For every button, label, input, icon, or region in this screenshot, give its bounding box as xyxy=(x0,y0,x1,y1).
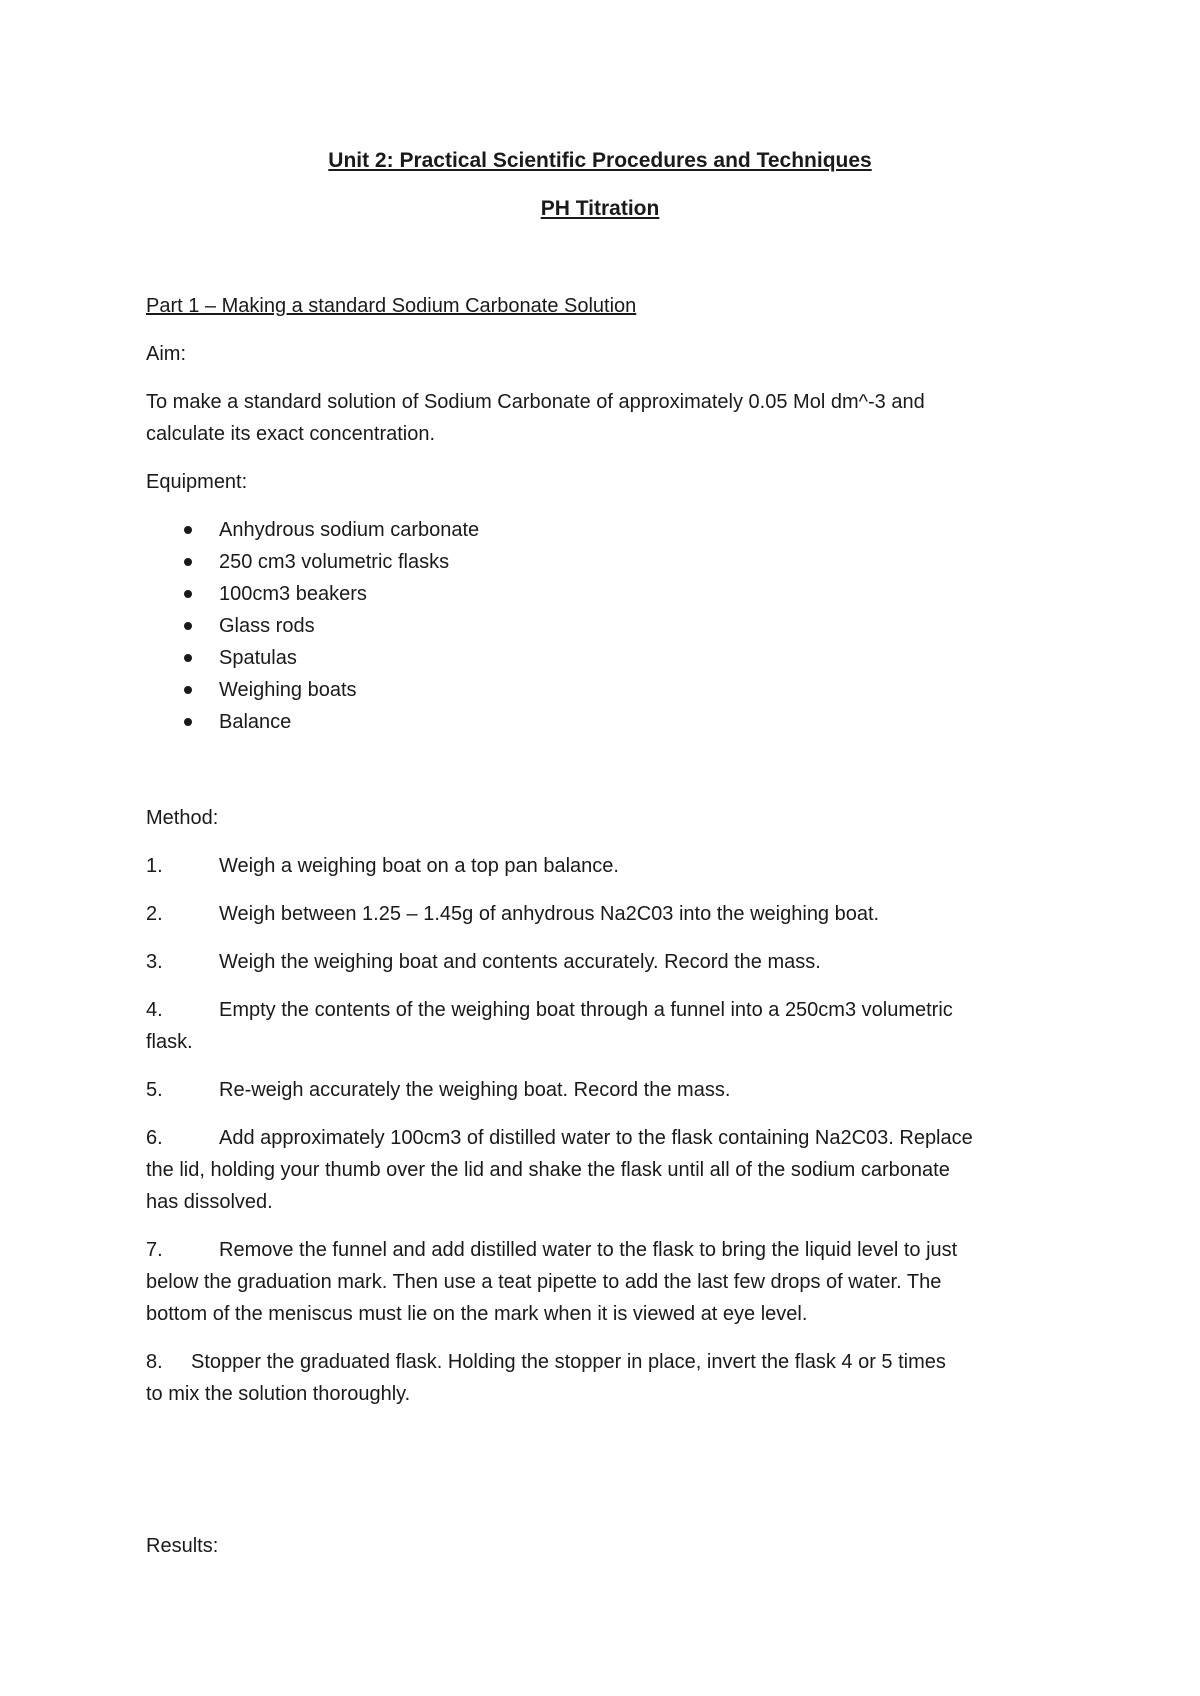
step-text: Weigh between 1.25 – 1.45g of anhydrous Na2C03 into the weighing boat. xyxy=(219,903,880,925)
step-text: Stopper the graduated flask. Holding the stopper in place, invert the flask 4 or 5 times xyxy=(191,1351,946,1373)
equipment-item: Spatulas xyxy=(219,647,297,669)
step-text: Empty the contents of the weighing boat through a funnel into a 250cm3 volumetric xyxy=(219,999,953,1021)
equipment-item: 100cm3 beakers xyxy=(219,583,367,605)
step-number: 7. xyxy=(146,1239,163,1261)
method-label: Method: xyxy=(146,807,219,829)
step-number: 4. xyxy=(146,999,163,1021)
bullet-icon xyxy=(184,622,192,630)
bullet-icon xyxy=(184,686,192,694)
aim-text-line: To make a standard solution of Sodium Carbonate of approximately 0.05 Mol dm^-3 and xyxy=(146,391,925,413)
aim-label: Aim: xyxy=(146,343,186,365)
equipment-item: Balance xyxy=(219,711,292,733)
step-text-continued: below the graduation mark. Then use a teat pipette to add the last few drops of water. The xyxy=(146,1271,942,1293)
step-number: 6. xyxy=(146,1127,163,1149)
bullet-icon xyxy=(184,590,192,598)
step-text-continued: to mix the solution thoroughly. xyxy=(146,1383,411,1405)
step-text: Weigh a weighing boat on a top pan balance. xyxy=(219,855,619,877)
step-text-continued: flask. xyxy=(146,1031,193,1053)
aim-text-line: calculate its exact concentration. xyxy=(146,423,436,445)
step-text-continued: has dissolved. xyxy=(146,1191,273,1213)
step-text-continued: bottom of the meniscus must lie on the mark when it is viewed at eye level. xyxy=(146,1303,808,1325)
step-number: 1. xyxy=(146,855,163,877)
equipment-item: Weighing boats xyxy=(219,679,357,701)
results-label: Results: xyxy=(146,1535,219,1557)
equipment-item: Anhydrous sodium carbonate xyxy=(219,519,480,541)
equipment-label: Equipment: xyxy=(146,471,248,493)
bullet-icon xyxy=(184,718,192,726)
step-text: Remove the funnel and add distilled water to the flask to bring the liquid level to just xyxy=(219,1239,958,1261)
equipment-item: Glass rods xyxy=(219,615,315,637)
step-number: 2. xyxy=(146,903,163,925)
bullet-icon xyxy=(184,558,192,566)
step-text-continued: the lid, holding your thumb over the lid and shake the flask until all of the sodium carbonate xyxy=(146,1159,950,1181)
step-text: Re-weigh accurately the weighing boat. Record the mass. xyxy=(219,1079,731,1101)
step-number: 3. xyxy=(146,951,163,973)
step-number: 5. xyxy=(146,1079,163,1101)
document-subtitle: PH Titration xyxy=(540,197,660,220)
step-number: 8. xyxy=(146,1351,163,1373)
bullet-icon xyxy=(184,526,192,534)
step-text: Weigh the weighing boat and contents accurately. Record the mass. xyxy=(219,951,821,973)
step-text: Add approximately 100cm3 of distilled water to the flask containing Na2C03. Replace xyxy=(219,1127,973,1149)
part-heading: Part 1 – Making a standard Sodium Carbonate Solution xyxy=(146,295,637,317)
bullet-icon xyxy=(184,654,192,662)
equipment-item: 250 cm3 volumetric flasks xyxy=(219,551,450,573)
document-title: Unit 2: Practical Scientific Procedures and Techniques xyxy=(328,149,872,172)
